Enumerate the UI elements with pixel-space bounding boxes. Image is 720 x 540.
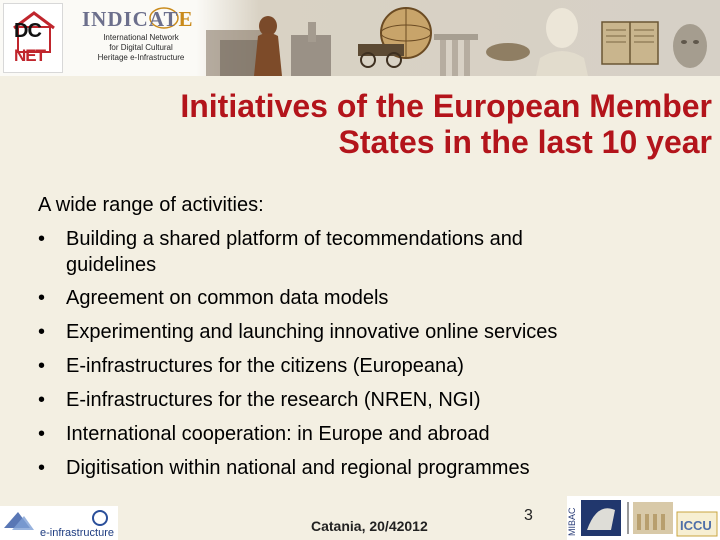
indicate-logo-name: INDICATE bbox=[82, 7, 194, 31]
list-item-text-continued: guidelines bbox=[66, 254, 157, 276]
intro-text: A wide range of activities: bbox=[38, 194, 264, 216]
mibac-logo-text: MIBAC bbox=[567, 507, 577, 536]
list-item-text: E-infrastructures for the citizens (Europeana) bbox=[66, 355, 464, 377]
list-item bbox=[38, 285, 678, 312]
slide-title-line: Initiatives of the European Member bbox=[180, 88, 712, 124]
iccu-logo-text: ICCU bbox=[680, 518, 712, 533]
list-item bbox=[38, 387, 678, 414]
dcnet-logo-net: NET bbox=[14, 46, 45, 65]
indicate-subtitle-line: Heritage e-Infrastructure bbox=[97, 53, 185, 62]
header-banner bbox=[0, 0, 720, 76]
cultural-heritage-collage bbox=[196, 0, 720, 76]
indicate-subtitle-line: International Network bbox=[103, 33, 179, 42]
list-item-text: E-infrastructures for the research (NREN, NGI) bbox=[66, 389, 481, 411]
indicate-subtitle-line: for Digital Cultural bbox=[109, 43, 173, 52]
partner-logos bbox=[567, 496, 720, 540]
bullet-icon: • bbox=[38, 321, 46, 343]
dcnet-logo bbox=[3, 3, 63, 73]
bullet-icon: • bbox=[38, 355, 46, 377]
bullet-icon: • bbox=[38, 389, 46, 411]
bullet-icon: • bbox=[38, 457, 46, 479]
list-item-text: Agreement on common data models bbox=[66, 287, 389, 309]
slide-title bbox=[0, 88, 712, 160]
list-item-text: Experimenting and launching innovative online services bbox=[66, 321, 558, 343]
page-number: 3 bbox=[524, 507, 533, 524]
bullet-icon: • bbox=[38, 228, 46, 250]
list-item-text: Digitisation within national and regional programmes bbox=[66, 457, 530, 479]
e-infrastructure-logo bbox=[0, 506, 118, 540]
bullet-icon: • bbox=[38, 423, 46, 445]
slide-title-line: States in the last 10 year bbox=[338, 124, 712, 160]
activities-list bbox=[38, 226, 678, 489]
dcnet-logo-dc: DC bbox=[14, 20, 41, 42]
e-infrastructure-logo-text: e-infrastructure bbox=[40, 527, 114, 539]
list-item-text: Building a shared platform of tecommendations and bbox=[66, 228, 523, 250]
bullet-icon: • bbox=[38, 287, 46, 309]
indicate-logo-subtitle bbox=[88, 33, 194, 63]
list-item bbox=[38, 421, 678, 448]
list-item bbox=[38, 226, 678, 278]
list-item bbox=[38, 455, 678, 482]
list-item bbox=[38, 319, 678, 346]
list-item bbox=[38, 353, 678, 380]
footer-date: Catania, 20/42012 bbox=[311, 518, 428, 534]
indicate-logo bbox=[64, 0, 194, 76]
list-item-text: International cooperation: in Europe and abroad bbox=[66, 423, 490, 445]
